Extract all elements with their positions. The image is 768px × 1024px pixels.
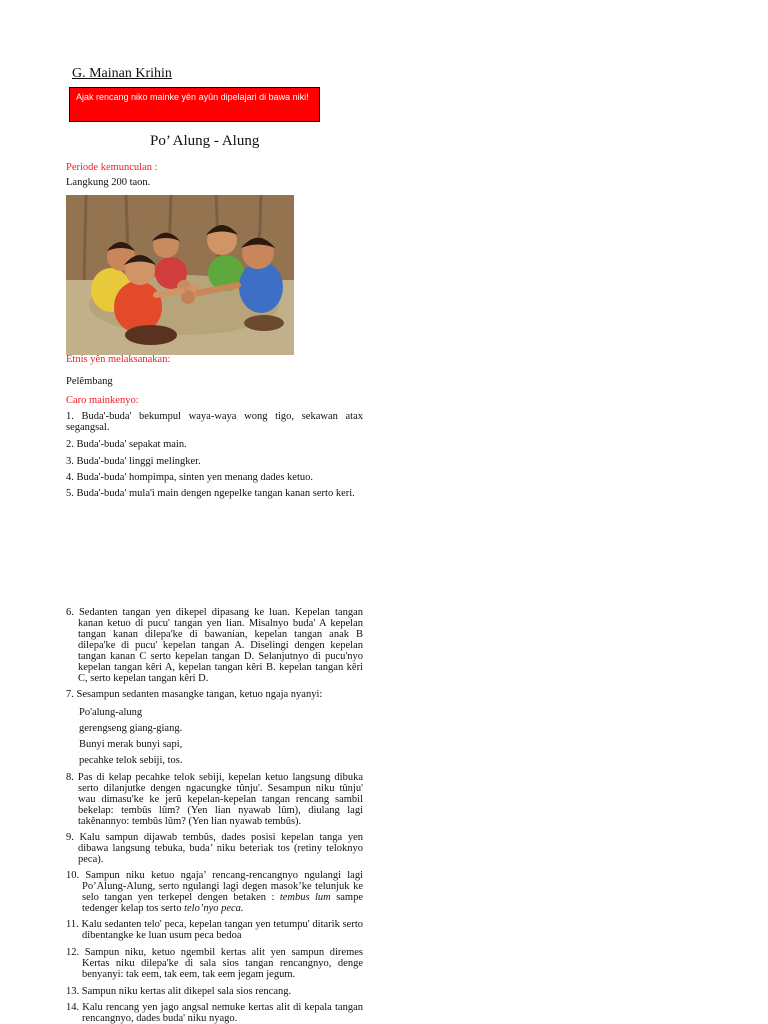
- song-line-2: gerengseng giang-giang.: [79, 723, 183, 734]
- step-1: 1. Buda'-buda' bekumpul waya-waya wong tigo, sekawan atax segangsal.: [66, 411, 363, 433]
- ethnic-value: Pelêmbang: [66, 376, 113, 387]
- step-10-mid-2: serto: [161, 903, 182, 914]
- song-line-3: Bunyi merak bunyi sapi,: [79, 739, 183, 750]
- step-10-text: 10. Sampun niku ketuo ngaja’ rencang-rencangnyo ngulangi lagi Po’Alung-Alung, serto ngulangi lagi degen masok’ke telunjuk ke selo tangan yen terkepel dengen betaken :: [66, 870, 363, 903]
- ethnic-label: Etnis yên melaksanakan:: [66, 354, 171, 365]
- step-8: 8. Pas di kelap pecahke telok sebiji, kepelan ketuo langsung dibuka serto dilanjutke dengen ngacungke tûnju'. Sesampun niku tûnju' wau dimasu'ke ke jerû kepelan-kepelan tangan rencang sambil bekelap: tembûs lûm? (Yen lian nyawab lûm), diulang lagi takênannyo: tembûs lûm? (Yen lian nyawab tembûs).: [66, 772, 363, 827]
- step-10-italic-1: tembus lum: [279, 892, 331, 903]
- song-line-4: pecahke telok sebiji, tos.: [79, 755, 183, 766]
- step-12: 12. Sampun niku, ketuo ngembil kertas alit yen sampun diremes Kertas niku dilepa'ke di sala sios tangan rencangnyo, denge benyanyi: tak eem, tak eem, tak eem jegam jegum.: [66, 947, 363, 980]
- step-6: 6. Sedanten tangan yen dikepel dipasang ke luan. Kepelan tangan kanan ketuo di pucu' tangan yen lian. Misalnyo buda' A kepelan tangan kanan dilepa'ke di bawanian, kepelan tangan anak B dilepa'ke di pucu' kepelan tangan A. Diselingi dengen kepelan tangan kanan C serto kepelan tangan D. Selanjutnyo di pucu'nyo kepelan tangan kêri A, kepelan tangan kêri B. kepelan tangan kêri C, serto kepelan tangan kêri D.: [66, 607, 363, 684]
- step-7: 7. Sesampun sedanten masangke tangan, ketuo ngaja nyanyi:: [66, 689, 323, 700]
- step-10-plain-2: tos: [146, 903, 159, 914]
- how-to-play-label: Caro mainkenyo:: [66, 395, 139, 406]
- step-9: 9. Kalu sampun dijawab tembûs, dades posisi kepelan tanga yen dibawa langsung tebuka, buda’ niku beteriak tos (retiny teloknyo peca).: [66, 832, 363, 865]
- step-11: 11. Kalu sedanten telo' peca, kepelan tangan yen tetumpu' ditarik serto dibentangke ke luan usum peca bedoa: [66, 919, 363, 941]
- step-3: 3. Buda'-buda' linggi melingker.: [66, 456, 201, 467]
- step-4: 4. Buda'-buda' hompimpa, sinten yen menang dades ketuo.: [66, 472, 313, 483]
- step-14: 14. Kalu rencang yen jago angsal nemuke kertas alit di kepala tangan rencangnyo, dades buda' niku nyago.: [66, 1002, 363, 1024]
- period-label: Periode kemunculan :: [66, 162, 158, 173]
- game-title: Po’ Alung - Alung: [150, 133, 260, 149]
- section-title: G. Mainan Krihin: [72, 66, 172, 81]
- instruction-box: Ajak rencang niko mainke yên ayûn dipelajari di bawa niki!: [69, 87, 320, 122]
- step-5: 5. Buda'-buda' mula'i main dengen ngepelke tangan kanan serto keri.: [66, 488, 355, 499]
- step-2: 2. Buda'-buda' sepakat main.: [66, 439, 187, 450]
- step-10: [66, 870, 363, 914]
- period-value: Langkung 200 taon.: [66, 177, 151, 188]
- song-line-1: Po'alung-alung: [79, 707, 143, 718]
- step-10-italic-2: telo’nyo peca.: [184, 903, 244, 914]
- step-10-mid: sampe tedenger kelap: [82, 892, 364, 914]
- step-13: 13. Sampun niku kertas alit dikepel sala sios rencang.: [66, 986, 292, 997]
- children-playing-illustration: [66, 195, 294, 355]
